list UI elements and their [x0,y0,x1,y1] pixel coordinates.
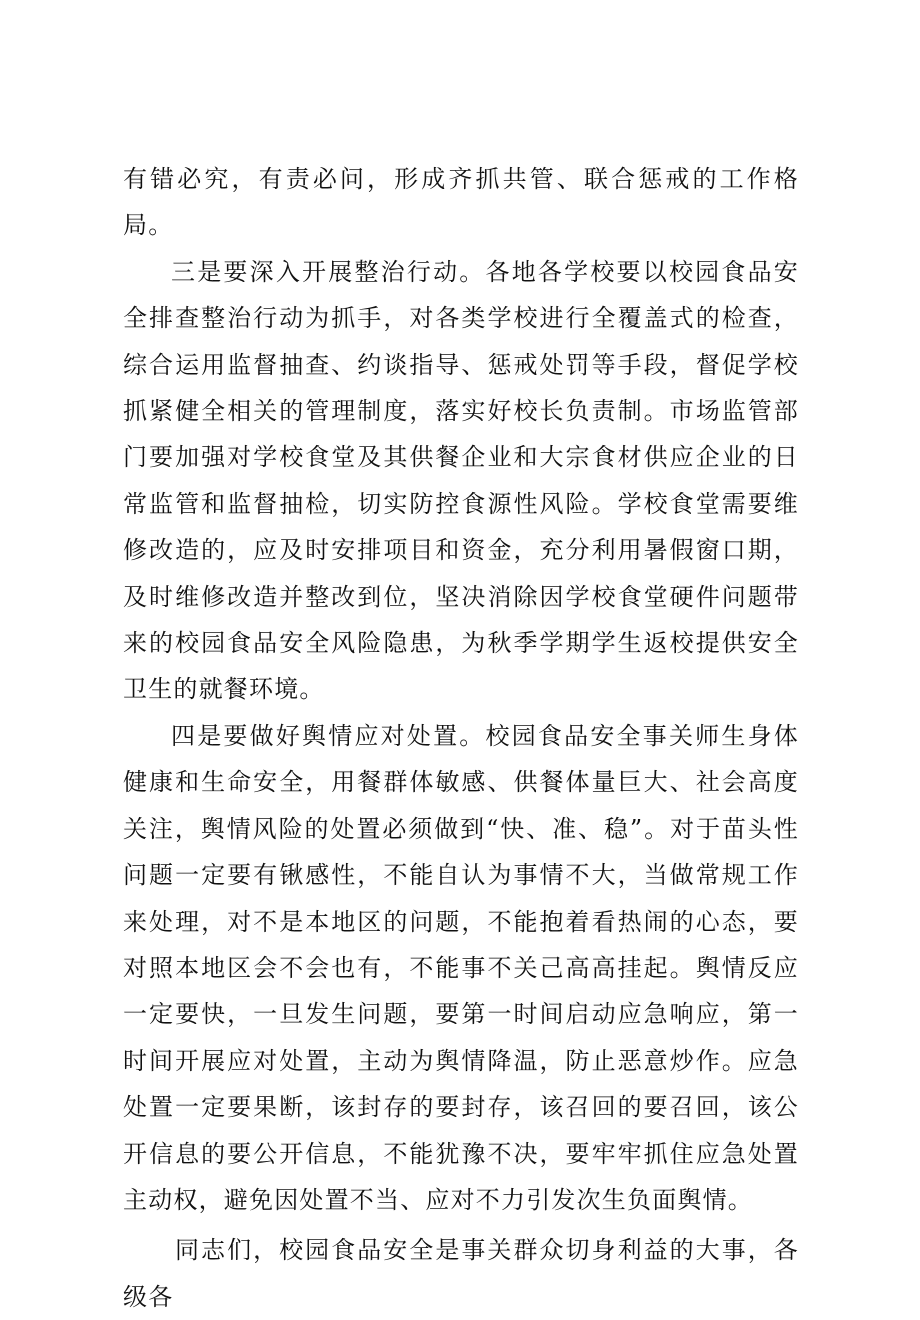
document-body [123,156,799,1320]
paragraph-rectification-action: 三是要深入开展整治行动。各地各学校要以校园食品安全排查整治行动为抓手，对各类学校进行全覆盖式的检查，综合运用监督抽查、约谈指导、惩戒处罚等手段，督促学校抓紧健全相关的管理制度，落实好校长负责制。市场监管部门要加强对学校食堂及其供餐企业和大宗食材供应企业的日常监管和监督抽检，切实防控食源性风险。学校食堂需要维修改造的，应及时安排项目和资金，充分利用暑假窗口期，及时维修改造并整改到位，坚决消除因学校食堂硬件问题带来的校园食品安全风险隐患，为秋季学期学生返校提供安全卫生的就餐环境。 [123,257,799,704]
paragraph-public-opinion: 四是要做好舆情应对处置。校园食品安全事关师生身体健康和生命安全，用餐群体敏感、供餐体量巨大、社会高度关注，舆情风险的处置必须做到“快、准、稳”。对于苗头性问题一定要有锹感性，不能自认为事情不大，当做常规工作来处理，对不是本地区的问题，不能抱着看热闹的心态，要对照本地区会不会也有，不能事不关己高高挂起。舆情反应一定要快，一旦发生问题，要第一时间启动应急响应，第一时间开展应对处置，主动为舆情降温，防止恶意炒作。应急处置一定要果断，该封存的要封存，该召回的要召回，该公开信息的要公开信息，不能犹豫不决，要牢牢抓住应急处置主动权，避免因处置不当、应对不力引发次生负面舆情。 [123,721,799,1214]
paragraph-continuation: 有错必究，有责必问，形成齐抓共管、联合惩戒的工作格局。 [123,165,799,240]
paragraph-closing: 同志们，校园食品安全是事关群众切身利益的大事，各级各 [123,1236,799,1311]
